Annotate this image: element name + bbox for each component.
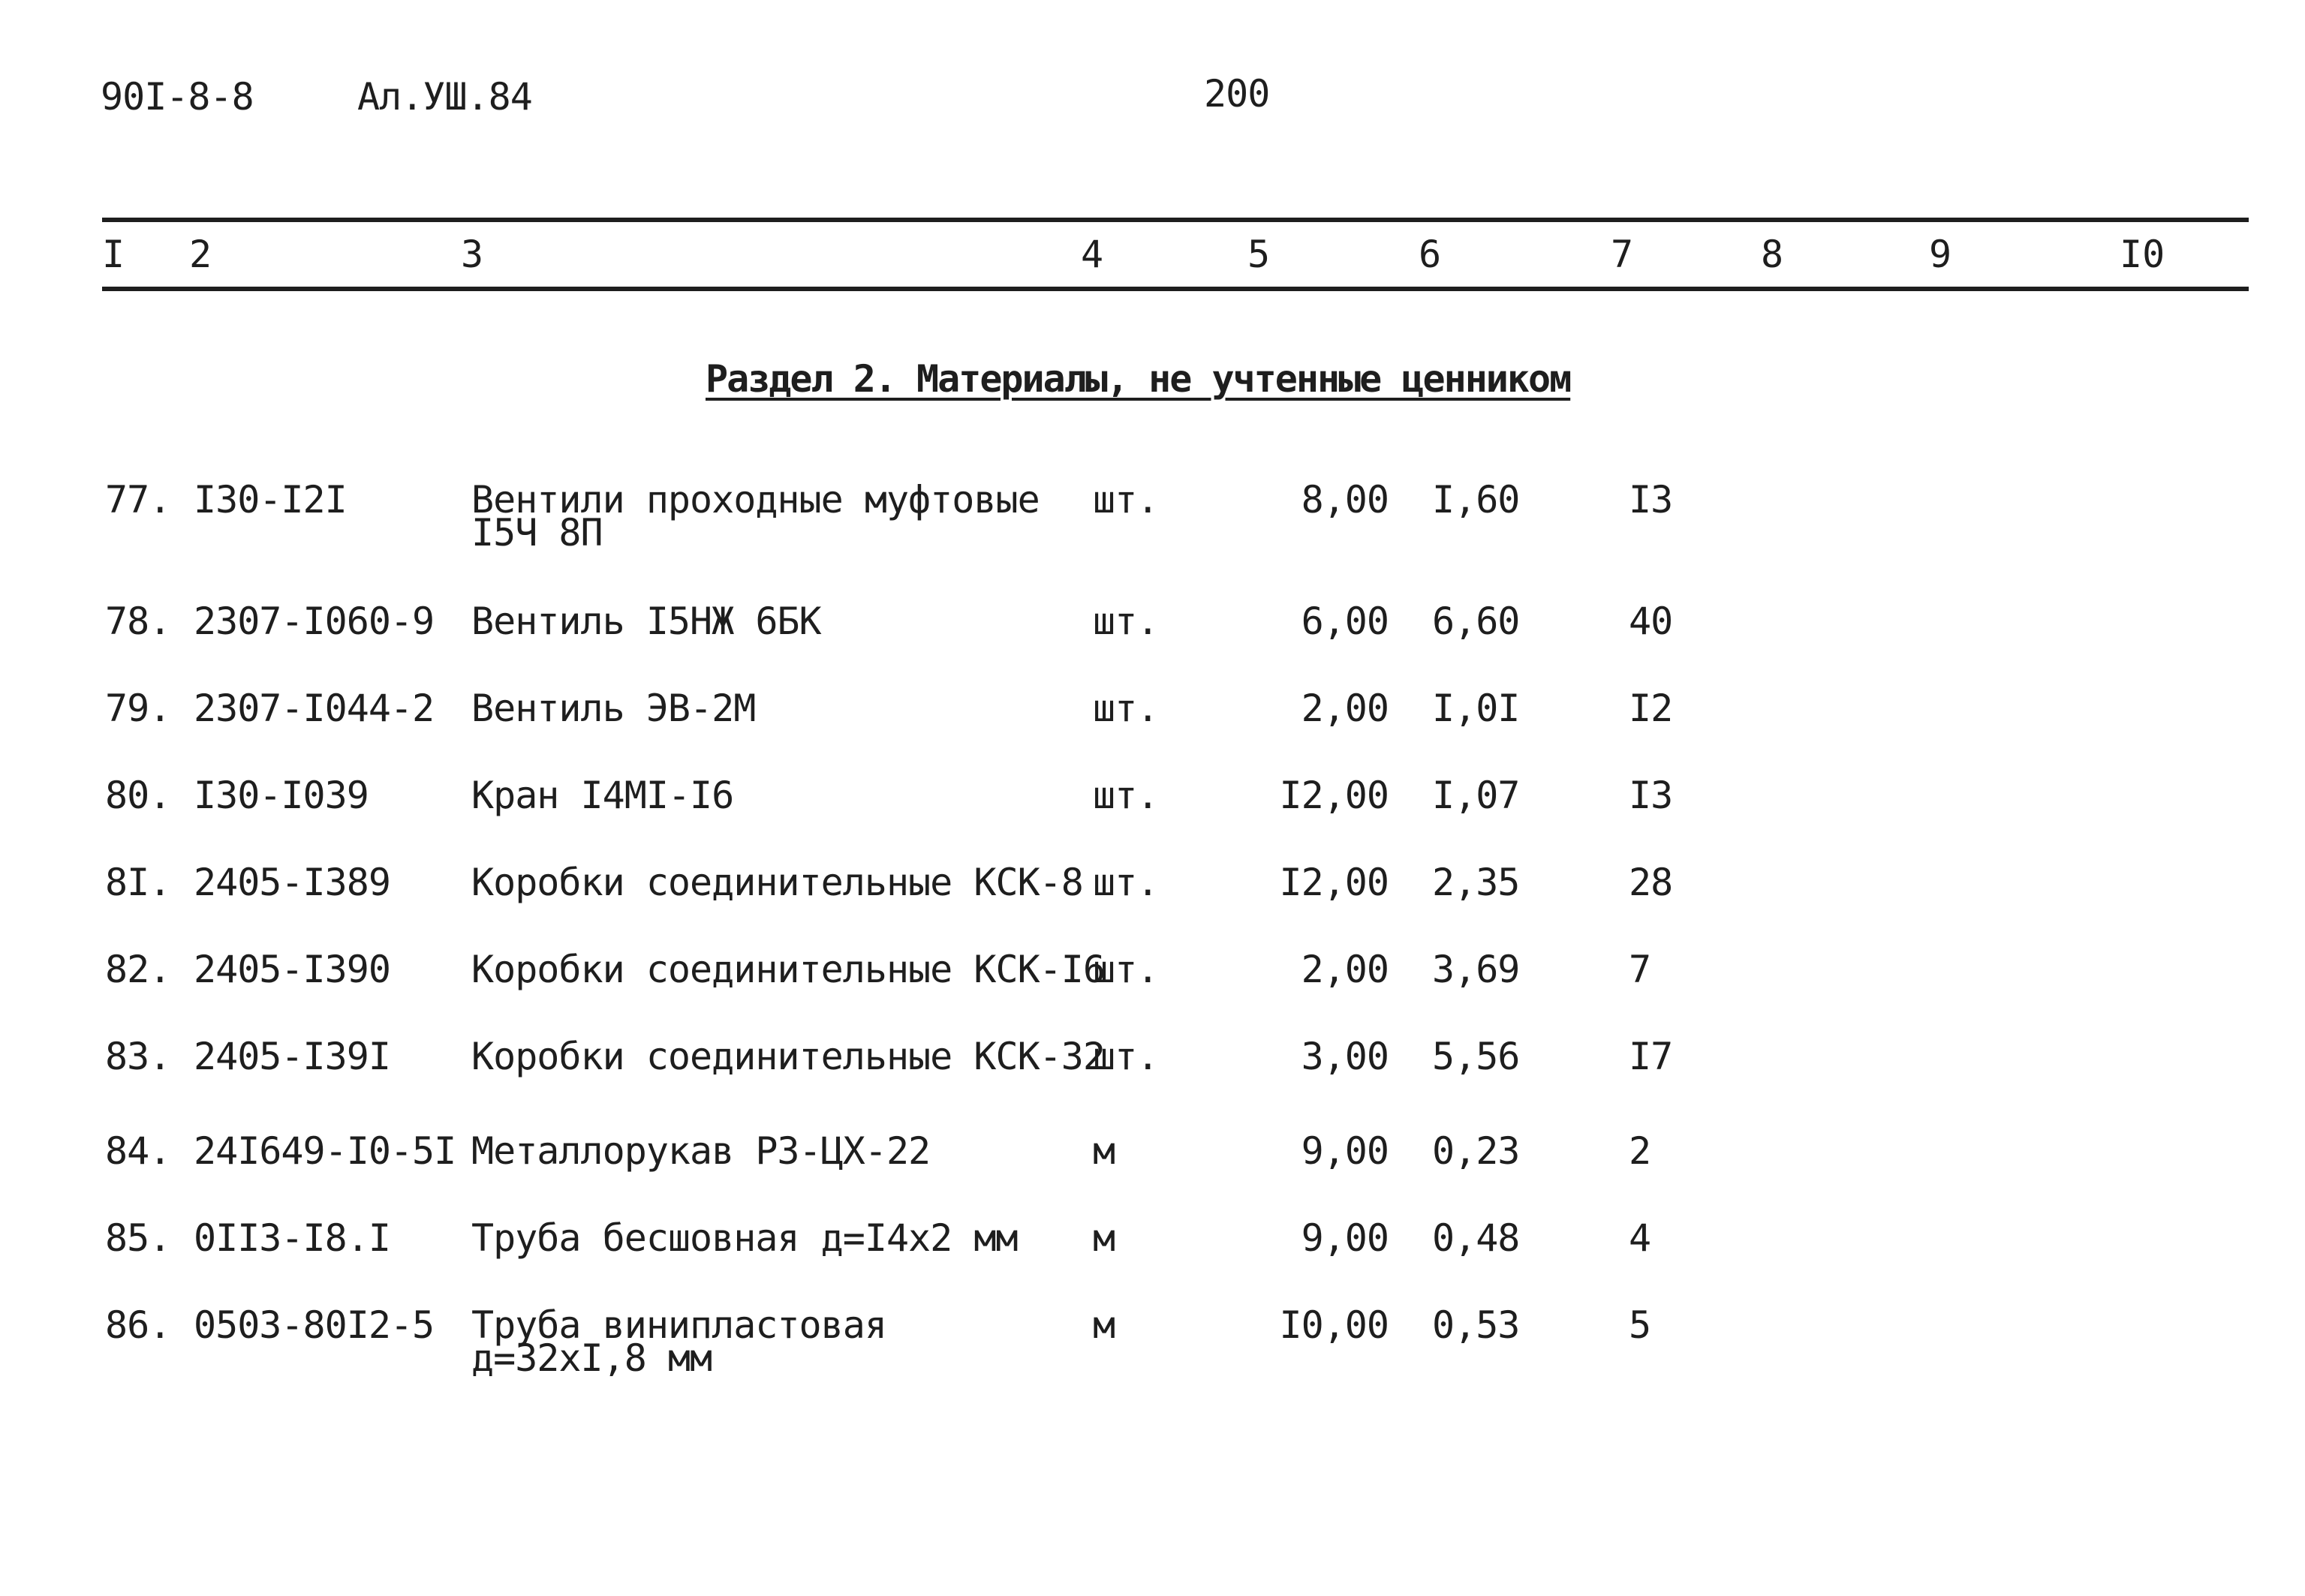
material-name bbox=[471, 774, 734, 817]
price-code: 24I649-I0-5I bbox=[194, 1129, 456, 1173]
unit-price: I,07 bbox=[1432, 774, 1520, 817]
table-row bbox=[0, 1035, 2305, 1108]
unit: шт. bbox=[1093, 478, 1159, 521]
page-number: 200 bbox=[1204, 72, 1270, 116]
row-number: 85. bbox=[105, 1216, 171, 1260]
column-number: 2 bbox=[189, 233, 212, 276]
material-name-line: Металлорукав РЗ-ЦХ-22 bbox=[471, 1129, 931, 1173]
material-name bbox=[471, 1303, 886, 1380]
table-row bbox=[0, 600, 2305, 672]
column-number: 9 bbox=[1929, 233, 1952, 276]
price-code: 2405-I389 bbox=[194, 861, 390, 904]
material-name bbox=[471, 600, 821, 643]
material-name bbox=[471, 1216, 1018, 1260]
material-name-line: Вентиль ЭВ-2М bbox=[471, 687, 756, 730]
material-name bbox=[471, 687, 756, 730]
unit-price: I,60 bbox=[1432, 478, 1520, 521]
unit: шт. bbox=[1093, 687, 1159, 730]
total-cost: 7 bbox=[1629, 948, 1651, 991]
price-code: 0503-80I2-5 bbox=[194, 1303, 435, 1347]
unit-price: 0,23 bbox=[1432, 1129, 1520, 1173]
total-cost: I3 bbox=[1629, 774, 1673, 817]
quantity: 9,00 bbox=[1301, 1216, 1389, 1260]
column-number: I bbox=[102, 233, 125, 276]
material-name bbox=[471, 861, 1083, 904]
material-name-line: Вентиль I5НЖ 6БК bbox=[471, 600, 821, 643]
total-cost: 2 bbox=[1629, 1129, 1651, 1173]
table-row bbox=[0, 1303, 2305, 1380]
row-number: 83. bbox=[105, 1035, 171, 1078]
quantity: I2,00 bbox=[1279, 774, 1389, 817]
quantity: 2,00 bbox=[1301, 948, 1389, 991]
price-code: 2405-I390 bbox=[194, 948, 390, 991]
total-cost: 4 bbox=[1629, 1216, 1651, 1260]
column-number: 8 bbox=[1761, 233, 1784, 276]
total-cost: 5 bbox=[1629, 1303, 1651, 1347]
material-name-line: Труба бесшовная д=I4х2 мм bbox=[471, 1216, 1018, 1260]
quantity: 8,00 bbox=[1301, 478, 1389, 521]
quantity: I2,00 bbox=[1279, 861, 1389, 904]
project-code: 90I-8-8 bbox=[101, 75, 254, 119]
quantity: I0,00 bbox=[1279, 1303, 1389, 1347]
total-cost: 40 bbox=[1629, 600, 1673, 643]
material-name bbox=[471, 1129, 931, 1173]
column-number: 4 bbox=[1081, 233, 1104, 276]
row-number: 79. bbox=[105, 687, 171, 730]
table-top-rule bbox=[102, 218, 2249, 222]
quantity: 6,00 bbox=[1301, 600, 1389, 643]
unit-price: I,0I bbox=[1432, 687, 1520, 730]
row-number: 78. bbox=[105, 600, 171, 643]
unit: шт. bbox=[1093, 948, 1159, 991]
quantity: 9,00 bbox=[1301, 1129, 1389, 1173]
unit: м bbox=[1093, 1303, 1115, 1347]
price-code: 2405-I39I bbox=[194, 1035, 390, 1078]
table-row bbox=[0, 1216, 2305, 1289]
material-name-line: Труба винипластовая bbox=[471, 1303, 886, 1347]
material-name-line: д=32хI,8 мм bbox=[471, 1336, 712, 1380]
price-code: I30-I039 bbox=[194, 774, 369, 817]
material-name-line: Кран I4МI-I6 bbox=[471, 774, 734, 817]
total-cost: I2 bbox=[1629, 687, 1673, 730]
material-name-line: Коробки соединительные КСК-I6 bbox=[471, 948, 1105, 991]
unit-price: 0,48 bbox=[1432, 1216, 1520, 1260]
material-name-line: Коробки соединительные КСК-8 bbox=[471, 861, 1083, 904]
table-header-rule bbox=[102, 287, 2249, 291]
column-number: I0 bbox=[2120, 233, 2165, 276]
unit: шт. bbox=[1093, 1035, 1159, 1078]
material-name bbox=[471, 948, 1105, 991]
album-code: Ал.УШ.84 bbox=[357, 75, 532, 119]
price-code: I30-I2I bbox=[194, 478, 347, 521]
column-number: 6 bbox=[1419, 233, 1442, 276]
material-name bbox=[471, 1035, 1105, 1078]
column-number: 3 bbox=[461, 233, 484, 276]
unit-price: 6,60 bbox=[1432, 600, 1520, 643]
unit-price: 3,69 bbox=[1432, 948, 1520, 991]
table-row bbox=[0, 774, 2305, 846]
column-number: 7 bbox=[1611, 233, 1634, 276]
row-number: 8I. bbox=[105, 861, 171, 904]
row-number: 82. bbox=[105, 948, 171, 991]
total-cost: I7 bbox=[1629, 1035, 1673, 1078]
material-name-line: Вентили проходные муфтовые bbox=[471, 478, 1040, 521]
unit: м bbox=[1093, 1129, 1115, 1173]
row-number: 86. bbox=[105, 1303, 171, 1347]
row-number: 80. bbox=[105, 774, 171, 817]
unit-price: 5,56 bbox=[1432, 1035, 1520, 1078]
total-cost: 28 bbox=[1629, 861, 1673, 904]
table-row bbox=[0, 687, 2305, 759]
column-number: 5 bbox=[1247, 233, 1271, 276]
table-row bbox=[0, 948, 2305, 1020]
price-code: 2307-I060-9 bbox=[194, 600, 435, 643]
table-row bbox=[0, 1129, 2305, 1202]
unit: шт. bbox=[1093, 861, 1159, 904]
material-name-line: I5Ч 8П bbox=[471, 511, 603, 555]
table-row bbox=[0, 478, 2305, 555]
table-row bbox=[0, 861, 2305, 933]
unit-price: 2,35 bbox=[1432, 861, 1520, 904]
section-title: Раздел 2. Материалы, не учтенные ценником bbox=[706, 357, 1571, 401]
row-number: 77. bbox=[105, 478, 171, 521]
quantity: 2,00 bbox=[1301, 687, 1389, 730]
unit-price: 0,53 bbox=[1432, 1303, 1520, 1347]
unit: шт. bbox=[1093, 774, 1159, 817]
price-code: 2307-I044-2 bbox=[194, 687, 435, 730]
price-code: 0II3-I8.I bbox=[194, 1216, 390, 1260]
row-number: 84. bbox=[105, 1129, 171, 1173]
unit: м bbox=[1093, 1216, 1115, 1260]
quantity: 3,00 bbox=[1301, 1035, 1389, 1078]
material-name bbox=[471, 478, 1040, 555]
total-cost: I3 bbox=[1629, 478, 1673, 521]
unit: шт. bbox=[1093, 600, 1159, 643]
material-name-line: Коробки соединительные КСК-32 bbox=[471, 1035, 1105, 1078]
